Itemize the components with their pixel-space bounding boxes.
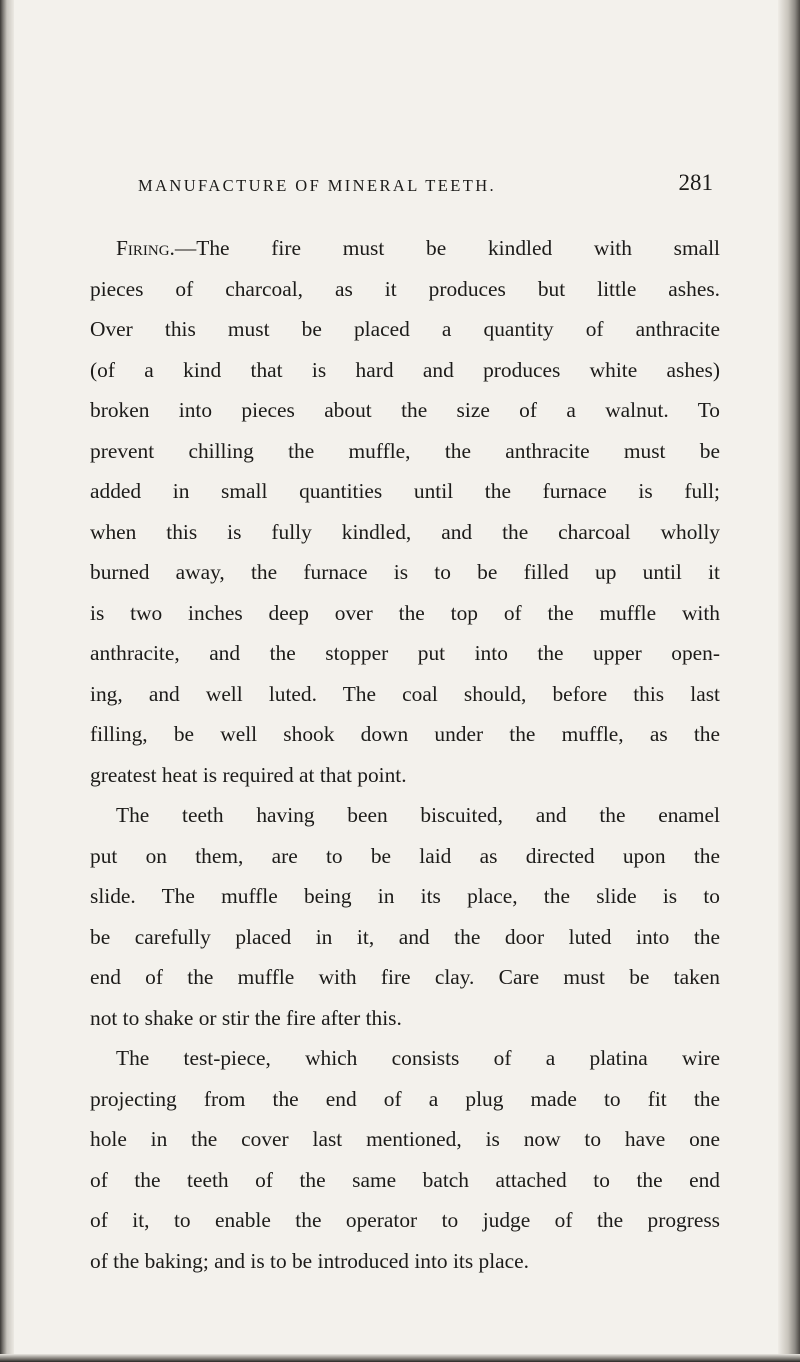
paragraph-line: when this is fully kindled, and the charcoal wholly: [90, 519, 720, 544]
paragraph-line: be carefully placed in it, and the door luted into the: [90, 924, 720, 949]
paragraph-line: Firing.—The fire must be kindled with small: [116, 236, 720, 260]
section-lead-word: Firing.: [116, 236, 175, 260]
body-text: [90, 228, 720, 1281]
paragraph-line: greatest heat is required at that point.: [90, 762, 407, 787]
paragraph-line: projecting from the end of a plug made to fit the: [90, 1086, 720, 1111]
paragraph-line: anthracite, and the stopper put into the upper open-: [90, 641, 720, 665]
paragraph-line: pieces of charcoal, as it produces but little ashes.: [90, 276, 720, 301]
scan-edge-bottom: [0, 1354, 800, 1362]
paragraph-line: of it, to enable the operator to judge of the progress: [90, 1208, 720, 1232]
page-number: 281: [678, 170, 713, 195]
paragraph-line: The teeth having been biscuited, and the enamel: [116, 803, 720, 827]
paragraph-line: end of the muffle with fire clay. Care must be taken: [90, 965, 720, 989]
paragraph-line: put on them, are to be laid as directed upon the: [90, 843, 720, 868]
paragraph-line: slide. The muffle being in its place, the slide is to: [90, 884, 720, 908]
running-title: MANUFACTURE OF MINERAL TEETH.: [138, 176, 497, 195]
paragraph-line: is two inches deep over the top of the muffle with: [90, 600, 720, 625]
paragraph-line: added in small quantities until the furnace is full;: [90, 479, 720, 503]
paragraph-line: of the teeth of the same batch attached to the end: [90, 1167, 720, 1192]
running-head: [90, 170, 713, 202]
paragraph-line: ing, and well luted. The coal should, before this last: [90, 681, 720, 706]
paragraph-line: hole in the cover last mentioned, is now to have one: [90, 1127, 720, 1151]
paragraph-line: prevent chilling the muffle, the anthracite must be: [90, 438, 720, 463]
paragraph-line: burned away, the furnace is to be filled up until it: [90, 560, 720, 584]
paragraph-line: filling, be well shook down under the muffle, as the: [90, 722, 720, 746]
paragraph-line: (of a kind that is hard and produces white ashes): [90, 357, 720, 382]
paragraph-line: of the baking; and is to be introduced into its place.: [90, 1248, 529, 1273]
scan-edge-right: [778, 0, 800, 1362]
paragraph-line: The test-piece, which consists of a platina wire: [116, 1046, 720, 1070]
paragraph-line: Over this must be placed a quantity of anthracite: [90, 317, 720, 341]
paragraph-line: not to shake or stir the fire after this.: [90, 1005, 402, 1030]
paragraph-line: broken into pieces about the size of a walnut. To: [90, 398, 720, 422]
scan-edge-left: [0, 0, 14, 1362]
